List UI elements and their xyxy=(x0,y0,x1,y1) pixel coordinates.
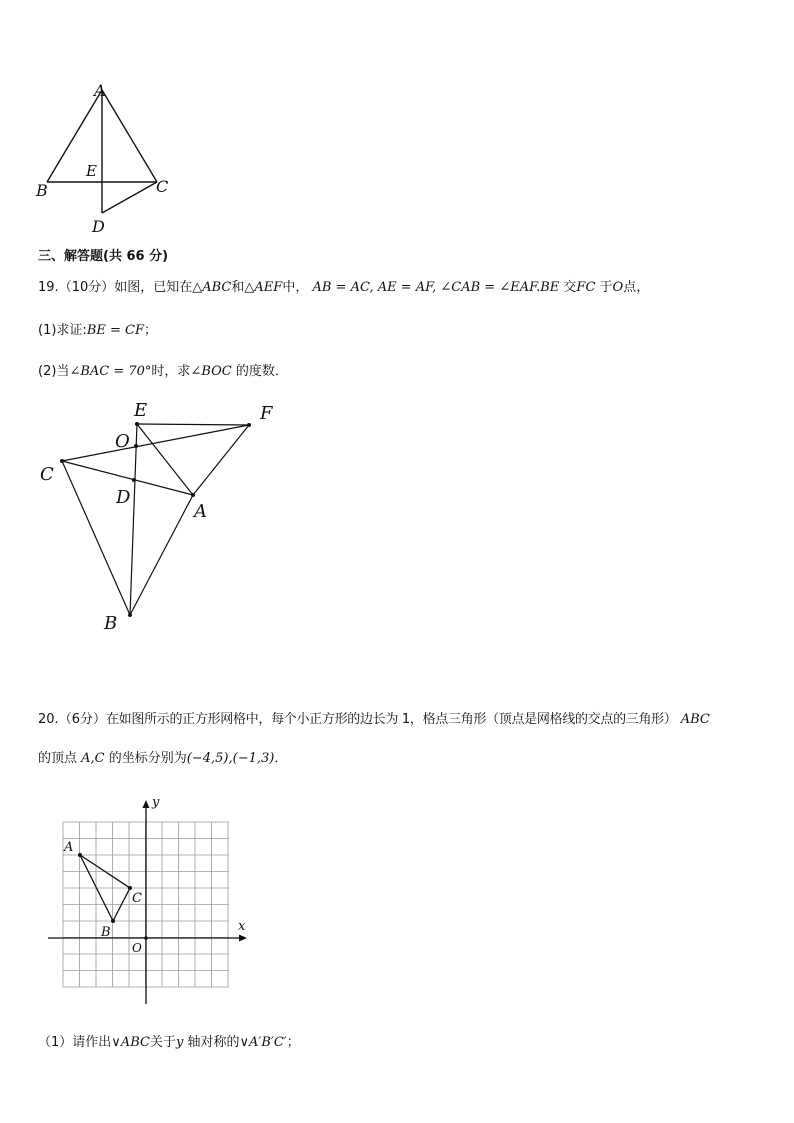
q19-stem-pre: 如图，已知在 xyxy=(114,280,193,295)
label-c3: C xyxy=(132,891,142,906)
label-e: E xyxy=(86,162,97,180)
q19-part1 xyxy=(38,319,157,338)
q20-part1-number: （1） xyxy=(38,1035,73,1050)
q20-line2-pre: 的顶点 xyxy=(38,751,78,766)
q19-number: 19. xyxy=(38,280,59,295)
segment-ab2 xyxy=(130,495,193,615)
segment-ac xyxy=(102,90,157,182)
label-a2: A xyxy=(194,501,207,522)
q19-jiao: 交 xyxy=(563,280,577,295)
section-heading: 三、解答题(共 66 分) xyxy=(38,249,169,264)
q19-fc: FC xyxy=(576,280,596,295)
q20-part1-y: y xyxy=(175,1035,184,1050)
q19-and: 和 xyxy=(231,280,245,295)
q20-part1-pre: 请作出 xyxy=(72,1035,112,1050)
q19-yu: 于 xyxy=(599,280,613,295)
label-e2: E xyxy=(134,400,148,421)
q19-o: O xyxy=(612,280,624,295)
q20-part1-tri: ∨ABC xyxy=(111,1035,150,1050)
q19-part1-math: BE = CF xyxy=(86,323,144,338)
label-d: D xyxy=(92,217,105,236)
label-f2: F xyxy=(260,403,273,424)
segment-ef xyxy=(137,424,249,425)
point-e xyxy=(135,422,139,426)
q19-part1-text: 求证: xyxy=(56,323,87,338)
q19-part2-end: 的度数． xyxy=(235,364,288,379)
q20-abc: ABC xyxy=(680,712,710,727)
q19-score: （10分） xyxy=(58,280,115,295)
q19-part2-mid: 时，求 xyxy=(151,364,191,379)
origin-point xyxy=(144,936,148,940)
label-x: x xyxy=(238,919,246,934)
q20-part1-end: ； xyxy=(286,1035,300,1050)
q19-zhong: 中， xyxy=(282,280,309,295)
q19-tri1: △ABC xyxy=(192,280,232,295)
q20-line1: 在如图所示的正方形网格中，每个小正方形的边长为 1，格点三角形（顶点是网格线的交点的三角形） xyxy=(105,712,677,727)
label-d2: D xyxy=(116,487,131,508)
grid-point-b xyxy=(111,919,115,923)
q20-line2-mid: 的坐标分别为 xyxy=(108,751,187,766)
label-b2: B xyxy=(104,613,118,634)
point-o xyxy=(134,444,138,448)
figure-triangle-abc-d xyxy=(30,78,180,238)
label-c: C xyxy=(156,177,169,196)
q20-number: 20. xyxy=(38,712,59,727)
grid-point-c xyxy=(128,886,132,890)
label-a: A xyxy=(94,81,106,100)
q19-dian: 点， xyxy=(623,280,650,295)
grid-point-a xyxy=(78,853,82,857)
figure-triangles-abc-aef xyxy=(30,390,290,640)
q19-part2-math: ∠BAC = 70° xyxy=(69,364,152,379)
q19-part1-number: (1) xyxy=(38,323,57,338)
q20-stem-line1 xyxy=(38,708,710,727)
x-axis-arrow xyxy=(239,935,247,942)
label-origin: O xyxy=(132,941,142,955)
label-y: y xyxy=(152,795,160,810)
q19-part2-math2: ∠BOC xyxy=(190,364,232,379)
point-d xyxy=(132,478,136,482)
y-axis-arrow xyxy=(143,800,150,808)
point-f xyxy=(247,423,251,427)
point-c xyxy=(60,459,64,463)
q19-tri2: △AEF xyxy=(244,280,283,295)
segment-ea xyxy=(137,424,193,495)
label-c2: C xyxy=(40,464,54,485)
q19-part2-text: 当 xyxy=(56,364,70,379)
q19-part1-end: ； xyxy=(143,323,157,338)
q20-stem-line2 xyxy=(38,747,287,766)
q20-part1-tri2: ∨A′B′C′ xyxy=(239,1035,287,1050)
segment-cb xyxy=(62,461,130,615)
figure-coordinate-grid xyxy=(40,790,260,1010)
label-a3: A xyxy=(64,840,74,855)
segment-cd xyxy=(102,182,157,213)
label-b3: B xyxy=(101,925,111,940)
segment-eb xyxy=(130,424,137,615)
segment-fa xyxy=(193,425,249,495)
q19-part2-number: (2) xyxy=(38,364,57,379)
q20-part1 xyxy=(38,1031,300,1050)
q20-line2-end: ． xyxy=(274,751,288,766)
q20-part1-mid2: 轴对称的 xyxy=(187,1035,240,1050)
q20-coords: (−4,5),(−1,3) xyxy=(186,751,275,766)
point-b xyxy=(128,613,132,617)
segment-cf xyxy=(62,425,249,461)
q19-stem xyxy=(38,276,649,295)
q20-part1-mid: 关于 xyxy=(149,1035,176,1050)
label-o2: O xyxy=(115,431,130,452)
q20-ac: A,C xyxy=(81,751,105,766)
q19-part2 xyxy=(38,360,288,379)
label-b: B xyxy=(36,181,48,200)
point-a xyxy=(191,493,195,497)
q19-condition: AB = AC, AE = AF, ∠CAB = ∠EAF.BE xyxy=(312,280,560,295)
q20-score: （6分） xyxy=(58,712,106,727)
